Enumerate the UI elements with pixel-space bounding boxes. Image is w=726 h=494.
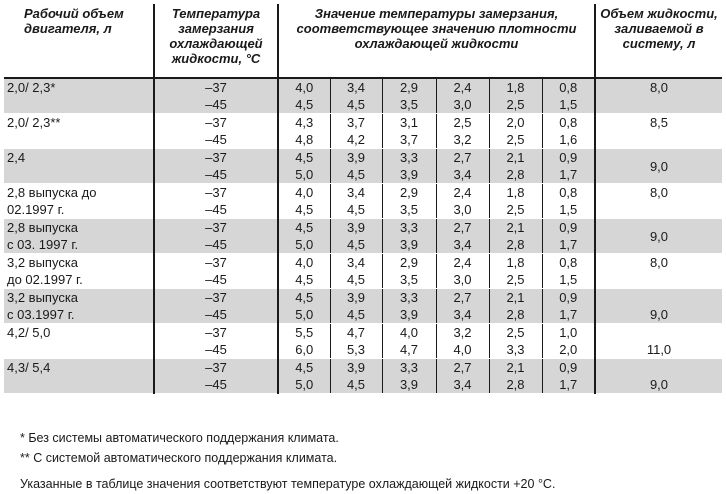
freeze-value: 3,4 — [453, 377, 472, 392]
header-fill-volume: Объем жидкости, заливаемой в систему, л — [595, 4, 722, 78]
freeze-value: 2,9 — [399, 80, 419, 95]
freeze-value: 4,0 — [399, 325, 419, 340]
freeze-value-cell — [436, 359, 489, 394]
freeze-value: 0,9 — [559, 360, 578, 375]
freeze-value: 0,8 — [559, 255, 578, 270]
temperature-value: –45 — [205, 97, 227, 112]
table-body — [4, 78, 722, 394]
table-row — [4, 219, 722, 254]
freeze-value-cell — [330, 289, 382, 324]
freeze-value: 4,0 — [295, 255, 314, 270]
freeze-value: 1,8 — [506, 80, 525, 95]
fill-volume-value: 8,0 — [649, 185, 669, 200]
freeze-value-cell — [489, 78, 542, 114]
freeze-value: 3,9 — [346, 290, 366, 305]
table-row — [4, 359, 722, 394]
freeze-value: 0,8 — [559, 115, 578, 130]
freeze-value: 3,1 — [399, 115, 419, 130]
freeze-value: 5,0 — [295, 307, 314, 322]
freeze-value: 3,9 — [399, 167, 419, 182]
temperature-cell — [154, 289, 278, 324]
freeze-value: 2,4 — [453, 185, 472, 200]
freeze-value: 2,5 — [506, 202, 525, 217]
freeze-value-cell — [436, 289, 489, 324]
freeze-value-cell — [278, 149, 330, 184]
temperature-value: –45 — [205, 377, 227, 392]
temperature-value: –45 — [205, 167, 227, 182]
freeze-value: 3,9 — [346, 150, 366, 165]
header-freeze-values: Значение температуры замерзания, соответствующее значению плотности охлаждающей жидкости — [278, 4, 595, 78]
fill-volume-cell — [595, 114, 722, 149]
freeze-value-cell — [436, 78, 489, 114]
fill-volume-cell — [595, 324, 722, 359]
table-row — [4, 324, 722, 359]
fill-volume-cell — [595, 359, 722, 394]
freeze-value: 4,7 — [399, 342, 419, 357]
temperature-cell — [154, 219, 278, 254]
temperature-value: –37 — [205, 255, 227, 270]
volume-cell — [4, 359, 154, 394]
freeze-value: 6,0 — [295, 342, 314, 357]
freeze-value-cell — [436, 219, 489, 254]
freeze-value: 3,0 — [453, 202, 472, 217]
freeze-value-cell — [382, 254, 436, 289]
freeze-value: 3,3 — [399, 360, 419, 375]
freeze-value: 3,3 — [506, 342, 525, 357]
freeze-value: 2,7 — [453, 150, 472, 165]
freeze-value: 2,4 — [453, 80, 472, 95]
freeze-value-cell — [542, 184, 595, 219]
freeze-value: 5,0 — [295, 237, 314, 252]
freeze-value: 0,9 — [559, 220, 578, 235]
freeze-value-cell — [542, 149, 595, 184]
freeze-value: 4,5 — [346, 307, 366, 322]
freeze-value: 1,6 — [559, 132, 578, 147]
freeze-value-cell — [330, 78, 382, 114]
freeze-value: 2,5 — [506, 325, 525, 340]
freeze-value-cell — [489, 359, 542, 394]
footnotes — [20, 428, 555, 494]
freeze-value-cell — [382, 359, 436, 394]
freeze-value: 2,0 — [559, 342, 578, 357]
freeze-value: 4,0 — [453, 342, 472, 357]
freeze-value-cell — [542, 219, 595, 254]
temperature-value: –45 — [205, 132, 227, 147]
freeze-value: 4,5 — [295, 360, 314, 375]
freeze-value: 3,4 — [453, 307, 472, 322]
freeze-value: 4,5 — [295, 97, 314, 112]
freeze-value: 1,5 — [559, 202, 578, 217]
freeze-value: 3,4 — [453, 237, 472, 252]
freeze-value: 4,5 — [295, 272, 314, 287]
freeze-value: 3,2 — [453, 132, 472, 147]
freeze-value: 1,7 — [559, 237, 578, 252]
volume-text: 3,2 выпуска — [7, 255, 79, 270]
freeze-value: 3,5 — [399, 202, 419, 217]
freeze-value: 1,7 — [559, 377, 578, 392]
fill-volume-cell — [595, 184, 722, 219]
freeze-value: 1,8 — [506, 255, 525, 270]
fill-volume-value: 11,0 — [646, 342, 672, 357]
freeze-value: 4,5 — [295, 220, 314, 235]
freeze-value-cell — [330, 219, 382, 254]
freeze-value-cell — [330, 114, 382, 149]
table-row — [4, 184, 722, 219]
fill-volume-cell — [595, 219, 722, 254]
freeze-value-cell — [489, 324, 542, 359]
freeze-value-cell — [382, 289, 436, 324]
freeze-value: 5,0 — [295, 167, 314, 182]
table-row — [4, 78, 722, 114]
temperature-value: –37 — [205, 220, 227, 235]
freeze-value-cell — [542, 324, 595, 359]
freeze-value: 2,5 — [506, 272, 525, 287]
freeze-value: 1,0 — [559, 325, 578, 340]
freeze-value: 2,8 — [506, 307, 525, 322]
temperature-value: –45 — [205, 307, 227, 322]
freeze-value: 3,4 — [346, 185, 366, 200]
freeze-value: 3,2 — [453, 325, 472, 340]
volume-text: 4,2/ 5,0 — [7, 325, 51, 340]
freeze-value: 2,5 — [453, 115, 472, 130]
temperature-value: –37 — [205, 290, 227, 305]
freeze-value-cell — [542, 114, 595, 149]
volume-cell — [4, 254, 154, 289]
freeze-value: 2,7 — [453, 360, 472, 375]
freeze-value: 2,7 — [453, 220, 472, 235]
freeze-value: 1,7 — [559, 307, 578, 322]
volume-text: 2,8 выпуска — [7, 220, 79, 235]
freeze-value: 4,5 — [346, 167, 366, 182]
fill-volume-cell — [595, 149, 722, 184]
freeze-value: 3,3 — [399, 150, 419, 165]
freeze-value: 3,3 — [399, 220, 419, 235]
volume-text: 3,2 выпуска — [7, 290, 79, 305]
freeze-value: 2,8 — [506, 167, 525, 182]
temperature-value: –37 — [205, 185, 227, 200]
freeze-value: 3,7 — [346, 115, 366, 130]
freeze-value: 3,4 — [346, 255, 366, 270]
table-row — [4, 114, 722, 149]
table-row — [4, 254, 722, 289]
freeze-value: 2,1 — [506, 290, 525, 305]
freeze-value: 3,5 — [399, 272, 419, 287]
freeze-value-cell — [436, 324, 489, 359]
freeze-value: 0,9 — [559, 290, 578, 305]
freeze-value-cell — [330, 184, 382, 219]
freeze-value-cell — [489, 289, 542, 324]
temperature-value: –37 — [205, 325, 227, 340]
volume-text-line2: с 03.1997 г. — [7, 307, 75, 322]
freeze-value: 2,4 — [453, 255, 472, 270]
freeze-value-cell — [382, 78, 436, 114]
freeze-value: 3,3 — [399, 290, 419, 305]
freeze-value: 3,9 — [399, 237, 419, 252]
volume-cell — [4, 184, 154, 219]
temperature-cell — [154, 359, 278, 394]
freeze-value: 5,5 — [295, 325, 314, 340]
freeze-value: 0,8 — [559, 80, 578, 95]
volume-cell — [4, 78, 154, 114]
freeze-value: 4,5 — [346, 237, 366, 252]
freeze-value: 2,1 — [506, 150, 525, 165]
freeze-value-cell — [436, 149, 489, 184]
freeze-value-cell — [278, 78, 330, 114]
freeze-value-cell — [542, 254, 595, 289]
fill-volume-value: 8,0 — [649, 255, 669, 270]
freeze-value: 3,5 — [399, 97, 419, 112]
freeze-value: 4,5 — [295, 290, 314, 305]
temperature-cell — [154, 254, 278, 289]
freeze-value-cell — [489, 114, 542, 149]
freeze-value: 3,4 — [453, 167, 472, 182]
freeze-value-cell — [278, 359, 330, 394]
freeze-value: 3,9 — [346, 360, 366, 375]
temperature-value: –37 — [205, 80, 227, 95]
temperature-value: –37 — [205, 360, 227, 375]
fill-volume-value: 9,0 — [649, 228, 669, 244]
freeze-value: 2,9 — [399, 185, 419, 200]
volume-text-line2: 02.1997 г. — [7, 202, 65, 217]
temperature-value: –45 — [205, 202, 227, 217]
freeze-value: 4,8 — [295, 132, 314, 147]
coolant-table — [4, 4, 722, 394]
freeze-value: 4,0 — [295, 80, 314, 95]
freeze-value: 5,3 — [346, 342, 366, 357]
freeze-value-cell — [382, 219, 436, 254]
freeze-value: 2,8 — [506, 377, 525, 392]
freeze-value-cell — [330, 324, 382, 359]
freeze-value: 3,7 — [399, 132, 419, 147]
table-row — [4, 289, 722, 324]
freeze-value: 3,4 — [346, 80, 366, 95]
freeze-value: 2,0 — [506, 115, 525, 130]
freeze-value-cell — [489, 184, 542, 219]
temperature-cell — [154, 78, 278, 114]
freeze-value: 2,5 — [506, 97, 525, 112]
freeze-value-cell — [330, 359, 382, 394]
freeze-value: 0,9 — [559, 150, 578, 165]
freeze-value: 4,5 — [295, 150, 314, 165]
temperature-cell — [154, 149, 278, 184]
freeze-value-cell — [278, 219, 330, 254]
temperature-cell — [154, 114, 278, 149]
footnote-1: * Без системы автоматического поддержания климата. — [20, 431, 339, 445]
freeze-value: 2,7 — [453, 290, 472, 305]
freeze-value: 4,0 — [295, 185, 314, 200]
header-temperature: Температура замерзания охлаждающей жидкости, °С — [154, 4, 278, 78]
freeze-value-cell — [278, 184, 330, 219]
freeze-value-cell — [382, 149, 436, 184]
freeze-value-cell — [330, 149, 382, 184]
freeze-value-cell — [382, 184, 436, 219]
freeze-value-cell — [278, 324, 330, 359]
temperature-value: –45 — [205, 342, 227, 357]
freeze-value-cell — [278, 289, 330, 324]
freeze-value-cell — [382, 114, 436, 149]
freeze-value-cell — [436, 254, 489, 289]
freeze-value-cell — [278, 114, 330, 149]
freeze-value: 3,9 — [399, 307, 419, 322]
freeze-value: 3,9 — [346, 220, 366, 235]
freeze-value-cell — [489, 149, 542, 184]
freeze-value-cell — [489, 254, 542, 289]
fill-volume-cell — [595, 289, 722, 324]
freeze-value-cell — [330, 254, 382, 289]
temperature-value: –37 — [205, 150, 227, 165]
volume-text: 4,3/ 5,4 — [7, 360, 51, 375]
fill-volume-cell — [595, 254, 722, 289]
freeze-value: 0,8 — [559, 185, 578, 200]
volume-cell — [4, 289, 154, 324]
volume-text: 2,4 — [7, 150, 26, 165]
temperature-cell — [154, 184, 278, 219]
volume-cell — [4, 219, 154, 254]
fill-volume-cell — [595, 78, 722, 114]
freeze-value: 3,0 — [453, 97, 472, 112]
fill-volume-value: 9,0 — [649, 307, 669, 322]
freeze-value-cell — [436, 114, 489, 149]
freeze-value-cell — [278, 254, 330, 289]
freeze-value: 1,5 — [559, 272, 578, 287]
freeze-value: 2,1 — [506, 360, 525, 375]
freeze-value: 1,5 — [559, 97, 578, 112]
volume-text: 2,0/ 2,3* — [7, 80, 56, 95]
volume-text-line2: до 02.1997 г. — [7, 272, 83, 287]
freeze-value: 3,0 — [453, 272, 472, 287]
freeze-value-cell — [489, 219, 542, 254]
volume-text-line2: с 03. 1997 г. — [7, 237, 79, 252]
fill-volume-value: 9,0 — [649, 158, 669, 174]
freeze-value: 4,5 — [295, 202, 314, 217]
freeze-value: 4,5 — [346, 377, 366, 392]
volume-cell — [4, 149, 154, 184]
volume-text: 2,0/ 2,3** — [7, 115, 61, 130]
freeze-value: 4,5 — [346, 97, 366, 112]
freeze-value-cell — [542, 78, 595, 114]
freeze-value: 2,5 — [506, 132, 525, 147]
table-row — [4, 149, 722, 184]
freeze-value: 2,9 — [399, 255, 419, 270]
volume-cell — [4, 114, 154, 149]
freeze-value-cell — [542, 359, 595, 394]
freeze-value: 3,9 — [399, 377, 419, 392]
freeze-value: 4,2 — [346, 132, 366, 147]
freeze-value: 2,8 — [506, 237, 525, 252]
freeze-value: 4,3 — [295, 115, 314, 130]
volume-cell — [4, 324, 154, 359]
volume-text: 2,8 выпуска до — [7, 185, 97, 200]
freeze-value: 4,5 — [346, 202, 366, 217]
freeze-value: 5,0 — [295, 377, 314, 392]
temperature-value: –45 — [205, 237, 227, 252]
freeze-value-cell — [542, 289, 595, 324]
fill-volume-value: 9,0 — [649, 377, 669, 392]
footnote-3: Указанные в таблице значения соответствуют температуре охлаждающей жидкости +20 °С. — [20, 477, 556, 491]
freeze-value: 1,8 — [506, 185, 525, 200]
fill-volume-value: 8,5 — [649, 115, 669, 130]
freeze-value: 4,5 — [346, 272, 366, 287]
header-row — [4, 4, 722, 78]
footnote-2: ** С системой автоматического поддержания климата. — [20, 451, 338, 465]
header-volume: Рабочий объем двигателя, л — [4, 4, 154, 78]
fill-volume-value: 8,0 — [649, 80, 669, 95]
freeze-value-cell — [382, 324, 436, 359]
freeze-value-cell — [436, 184, 489, 219]
freeze-value: 4,7 — [346, 325, 366, 340]
temperature-cell — [154, 324, 278, 359]
freeze-value: 2,1 — [506, 220, 525, 235]
freeze-value: 1,7 — [559, 167, 578, 182]
temperature-value: –37 — [205, 115, 227, 130]
temperature-value: –45 — [205, 272, 227, 287]
